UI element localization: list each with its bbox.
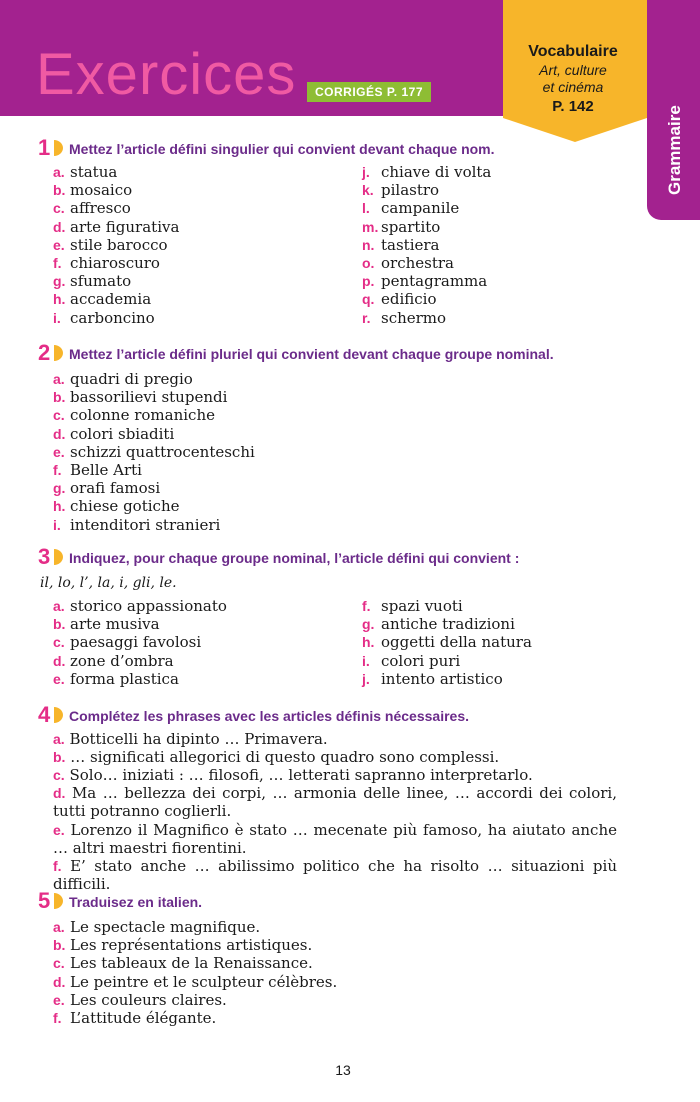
exercise-number: 5: [38, 888, 51, 913]
sentence-item: a. Botticelli ha dipinto … Primavera.: [53, 730, 328, 748]
exercise-instruction: Indiquez, pour chaque groupe nominal, l’article défini qui convient :: [69, 550, 520, 566]
vocab-page-ref: P. 142: [552, 98, 594, 115]
vocab-subtitle-1: Art, culture: [539, 62, 607, 78]
sentence-item: b. … significati allegorici di questo quadro sono complessi.: [53, 748, 500, 766]
exercise-number: 3: [38, 544, 51, 569]
half-circle-icon: [54, 140, 63, 156]
half-circle-icon: [54, 707, 63, 723]
sentence-item: e. Lorenzo il Magnifico è stato … mecenate più famoso, ha aiutato anche … altri maestri fiorentini.: [53, 821, 617, 858]
exercise-5: 5 Traduisez en italien. a. Le spectacle magnifique. b. Les représentations artistiques. c. Les tableaux de la Renaissance. d. Le peintre et le sculpteur célèbres. e. Les couleurs claires. f. L’attitude élégante.: [38, 888, 338, 1027]
exercise-number: 1: [38, 135, 51, 160]
vocab-subtitle-2: et cinéma: [542, 79, 604, 95]
sentence-item: d. Ma … bellezza dei corpi, … armonia delle linee, … accordi dei colori, tutti potranno coglierli.: [53, 784, 617, 821]
half-circle-icon: [54, 893, 63, 909]
article-hint: il, lo, l’, la, i, gli, le.: [40, 575, 177, 591]
sentence-item: c. Solo… iniziati : … filosofi, … letterati sapranno interpretarlo.: [53, 766, 533, 784]
vocab-title: Vocabulaire: [528, 43, 618, 60]
corriges-badge[interactable]: CORRIGÉS P. 177: [307, 82, 431, 102]
exercise-instruction: Mettez l’article défini pluriel qui convient devant chaque groupe nominal.: [69, 346, 554, 362]
exercise-number: 4: [38, 702, 51, 727]
exercise-number: 2: [38, 340, 51, 365]
page-number: 13: [335, 1062, 351, 1078]
exercise-instruction: Complétez les phrases avec les articles définis nécessaires.: [69, 708, 469, 724]
sentence-item: f. E’ stato anche … abilissimo politico che ha risolto … situazioni più difficili.: [53, 857, 617, 894]
exercise-3: 3 Indiquez, pour chaque groupe nominal, l’article défini qui convient : il, lo, l’, la, i, gli, le. a. storico appassionato b. arte musiva c. paesaggi favolosi d. zone d’ombra e. forma plastica f. spazi vuoti g. antiche tradizioni h. oggetti della natura i. colori puri j. intento artistico: [38, 544, 532, 688]
exercise-instruction: Traduisez en italien.: [69, 894, 203, 910]
half-circle-icon: [54, 345, 63, 361]
vocabulary-reference-box[interactable]: [503, 0, 647, 144]
page-title: Exercices: [36, 42, 297, 107]
exercise-4: [0, 702, 640, 894]
half-circle-icon: [54, 549, 63, 565]
exercise-1: 1 Mettez l’article défini singulier qui convient devant chaque nom. a. statua b. mosaico c. affresco d. arte figurativa e. stile barocco f. chiaroscuro g. sfumato h. accademia i. carboncino j. chiave di volta k. pilastro l. campanile m. spartito n. tastiera o. orchestra p. pentagramma q. edificio r. schermo: [38, 135, 495, 327]
exercise-2: 2 Mettez l’article défini pluriel qui convient devant chaque groupe nominal. a. quadri di pregio b. bassorilievi stupendi c. colonne romaniche d. colori sbiaditi e. schizzi quattrocenteschi f. Belle Arti g. orafi famosi h. chiese gotiche i. intenditori stranieri: [38, 340, 554, 534]
exercise-instruction: Mettez l’article défini singulier qui convient devant chaque nom.: [69, 141, 495, 157]
side-tab-label: Grammaire: [665, 105, 684, 195]
